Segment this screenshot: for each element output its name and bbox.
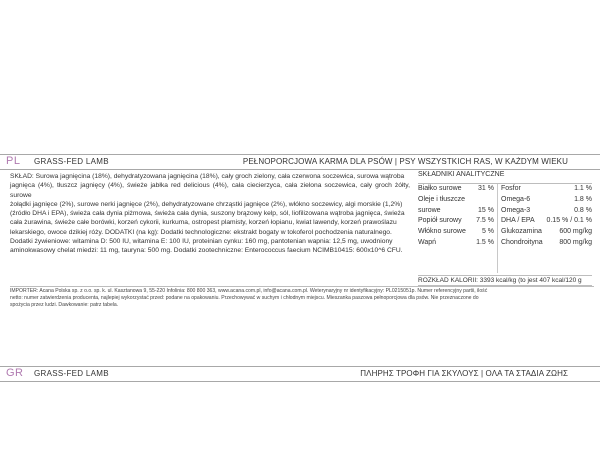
analysis-label: DHA / EPA (501, 217, 535, 225)
analysis-value: 800 mg/kg (559, 238, 592, 246)
analysis-table (418, 171, 592, 249)
analysis-label: Białko surowe (418, 185, 462, 192)
analysis-label: Włókno surowe (418, 228, 466, 236)
analysis-label: Omega-6 (501, 195, 531, 203)
analysis-value: 1.1 % (574, 185, 592, 192)
composition-line: żołądki jagnięce (2%), surowe nerki jagnięce (2%), dehydratyzowane chrząstki jagnięce (2%), włókno soczewicy, algi morskie (1,2%) (10, 200, 403, 208)
analysis-label: Wapń (418, 238, 437, 246)
analysis-value: 15 % (478, 206, 494, 214)
importer-info (10, 286, 594, 309)
pl-variant-name: GRASS-FED LAMB (34, 157, 109, 166)
analysis-value: 7.5 % (476, 217, 494, 225)
composition-line: SKŁAD: Surowa jagnięcina (18%), dehydratyzowana jagnięcina (18%), cały groch zielony, cała czerwona soczewica, surowa wątroba (10, 173, 405, 180)
analysis-value: 1.8 % (574, 195, 592, 203)
composition-line: (źródło DHA i EPA), świeża cała dynia piżmowa, świeża cała dynia, suszony brązowy kelp, sól, liofilizowana wątroba jagnięca, świeża (10, 210, 405, 218)
analysis-row (418, 206, 592, 217)
analysis-value: 0.8 % (574, 206, 592, 214)
analysis-value: 0.15 % / 0.1 % (546, 217, 592, 225)
analysis-value: 600 mg/kg (559, 228, 592, 236)
gr-language-code: GR (6, 367, 24, 379)
calorie-distribution: ROZKŁAD KALORII: 3393 kcal/kg (to jest 407 kcal/120 g (418, 275, 592, 286)
importer-line: spożycia przez ludzi. Dawkowanie: patrz tabela. (10, 302, 119, 308)
composition-line: jagnięca (4%), tłuszcz jagnięcy (4%), świeże jabłka red delicious (4%), cała ciecierzyca, cała zielona soczewica, cały groch żółty, surowe (10, 182, 410, 199)
analysis-label: Glukozamina (501, 228, 542, 236)
composition-line: Dodatki żywieniowe: witamina D: 500 IU, witamina E: 100 IU, proteinian cynku: 160 mg, pantotenian wapnia: 12,5 mg, uwodniony (10, 238, 393, 246)
analysis-row (418, 227, 592, 238)
analysis-value: 1.5 % (476, 238, 494, 246)
analysis-title: SKŁADNIKI ANALITYCZNE (418, 171, 592, 184)
composition-line: cała żurawina, świeże całe borówki, korzeń cykorii, kurkuma, ostropest plamisty, korzeń łopianu, kwiat lawendy, korzeń prawoślazu (10, 219, 397, 227)
analysis-row (418, 216, 592, 227)
analysis-row (418, 195, 592, 206)
analysis-row (418, 238, 592, 249)
gr-section-header (0, 366, 600, 382)
gr-tagline: ΠΛΗΡΗΣ ΤΡΟΦΗ ΓΙΑ ΣΚΥΛΟΥΣ | ΟΛΑ ΤΑ ΣΤΑΔΙΑ ΖΩΗΣ (360, 369, 568, 378)
composition-line: lekarskiego, owoce dzikiej róży. DODATKI (na kg): Dodatki technologiczne: ekstrakt bogaty w tokoferol pochodzenia naturalnego. (10, 228, 392, 236)
analysis-label: Popiół surowy (418, 217, 462, 225)
analysis-value: 5 % (481, 228, 494, 236)
pl-tagline: PEŁNOPORCJOWA KARMA DLA PSÓW | PSY WSZYSTKICH RAS, W KAŻDYM WIEKU (242, 157, 568, 166)
analysis-value: 31 % (478, 185, 494, 192)
composition-text (10, 172, 410, 256)
pl-language-code: PL (6, 155, 21, 167)
analysis-label: Oleje i tłuszcze (418, 195, 466, 203)
importer-line: netto: numer zatwierdzenia producenta, najlepiej wykorzystać przed: podane na opakowaniu. Przechowywać w suchym i chłodnym miejscu. Mieszanka paszowa pełnoporcjowa dla psów. Nie przeznaczone do (10, 295, 479, 301)
composition-line: aminokwasowy chelat miedzi: 11 mg, tauryna: 500 mg. Dodatki zootechniczne: Enterococcus faecium NCIMB10415: 600x10^6 CFU. (10, 247, 403, 255)
analysis-label: Omega-3 (501, 206, 531, 214)
pl-section-header (0, 154, 600, 170)
gr-variant-name: GRASS-FED LAMB (34, 369, 109, 378)
analysis-label: Fosfor (501, 185, 521, 192)
analysis-row (418, 184, 592, 195)
analysis-label: Chondroityna (501, 238, 543, 246)
importer-line: IMPORTER: Acana Polska sp. z o.o. sp. k. ul. Kasztanowa 9, 55-220 Infolinia: 800 800 363, www.acana.com.pl, info@acana.com.pl. Weterynaryjny nr identyfikacyjny: PL0215051p. Numer referencyjny partii, ilość (10, 288, 488, 294)
analysis-label: surowe (418, 206, 441, 214)
